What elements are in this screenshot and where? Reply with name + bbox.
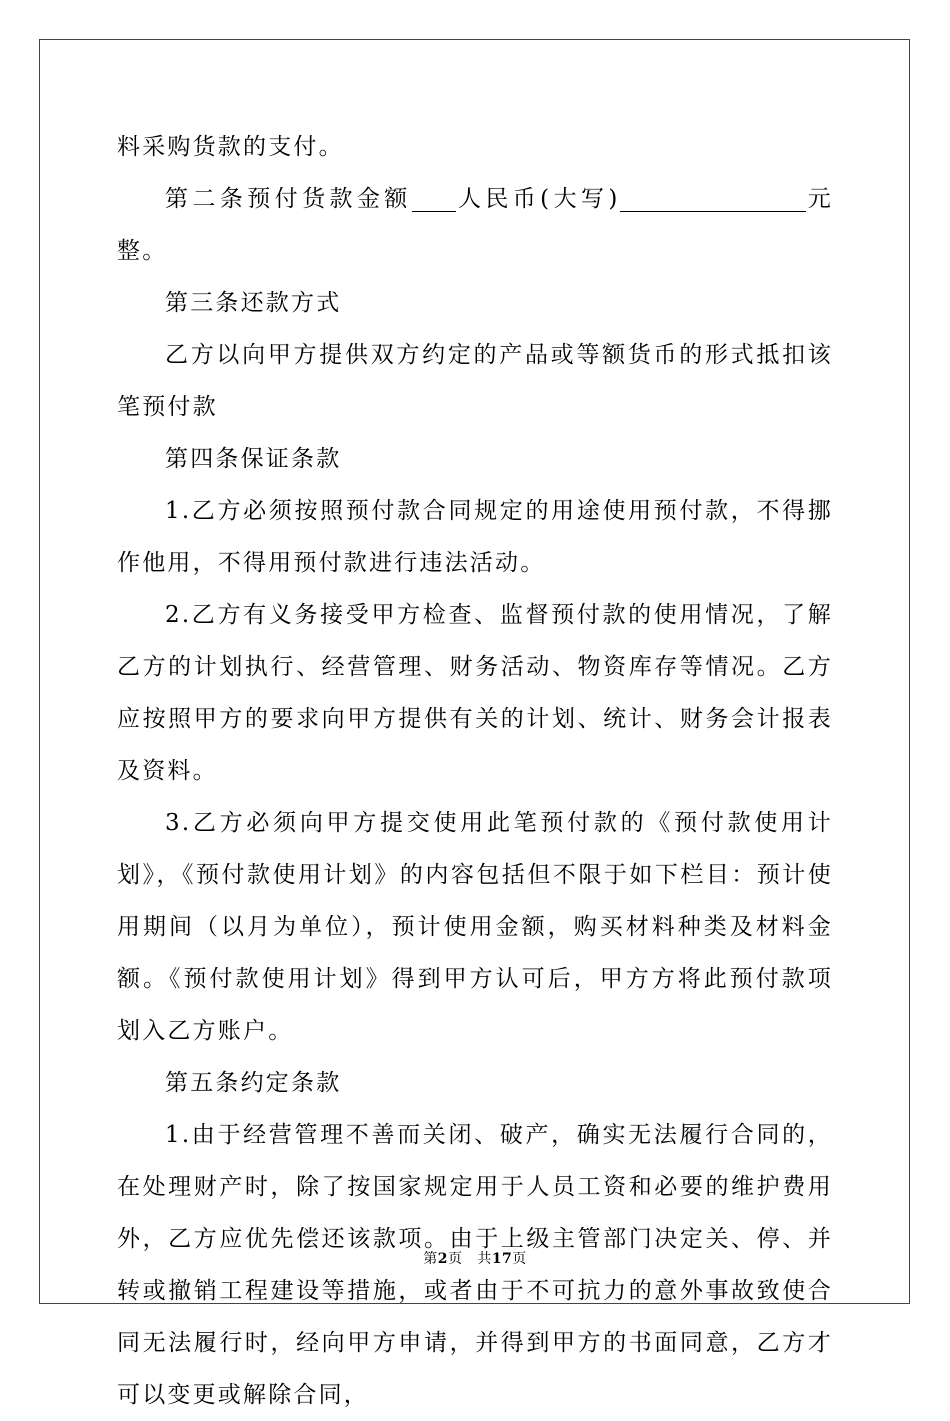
- page-number: 2: [437, 1251, 448, 1267]
- paragraph-agreement-1: 1.由于经营管理不善而关闭、破产，确实无法履行合同的，在处理财产时，除了按国家规定用于人员工资和必要的维护费用外，乙方应优先偿还该款项。由于上级主管部门决定关、停、并转或撤销工程建设等措施，或者由于不可抗力的意外事故致使合同无法履行时，经向甲方申请，并得到甲方的书面同意，乙方才可以变更或解除合同，: [117, 1122, 833, 1408]
- page-footer: 第2页 共17页: [423, 1251, 527, 1267]
- amount-blank-short: [412, 181, 456, 212]
- yuan-suffix: 元整。: [117, 186, 833, 264]
- document-body: [117, 121, 833, 1421]
- heading-article-5: 第五条约定条款: [165, 1070, 342, 1096]
- total-pages: 17: [491, 1251, 513, 1267]
- paragraph-repayment: 乙方以向甲方提供双方约定的产品或等额货币的形式抵扣该笔预付款: [117, 342, 833, 420]
- rmb-uppercase-label: 人民币(大写): [455, 186, 620, 212]
- paragraph-article-2: [117, 173, 833, 277]
- paragraph-guarantee-1: 1.乙方必须按照预付款合同规定的用途使用预付款，不得挪作他用，不得用预付款进行违法活动。: [117, 498, 833, 576]
- paragraph-guarantee-3: 3.乙方必须向甲方提交使用此笔预付款的《预付款使用计划》，《预付款使用计划》的内容包括但不限于如下栏目：预计使用期间（以月为单位），预计使用金额，购买材料种类及材料金额。《预付款使用计划》得到甲方认可后，甲方方将此预付款项划入乙方账户。: [117, 810, 833, 1044]
- paragraph-continuation: 料采购货款的支付。: [117, 134, 344, 160]
- heading-article-3: 第三条还款方式: [165, 290, 342, 316]
- paragraph-guarantee-2: 2.乙方有义务接受甲方检查、监督预付款的使用情况，了解乙方的计划执行、经营管理、财务活动、物资库存等情况。乙方应按照甲方的要求向甲方提供有关的计划、统计、财务会计报表及资料。: [117, 602, 833, 784]
- heading-article-4: 第四条保证条款: [165, 446, 342, 472]
- article-2-label: 第二条预付货款金额: [165, 186, 412, 212]
- amount-blank-long: [620, 181, 806, 212]
